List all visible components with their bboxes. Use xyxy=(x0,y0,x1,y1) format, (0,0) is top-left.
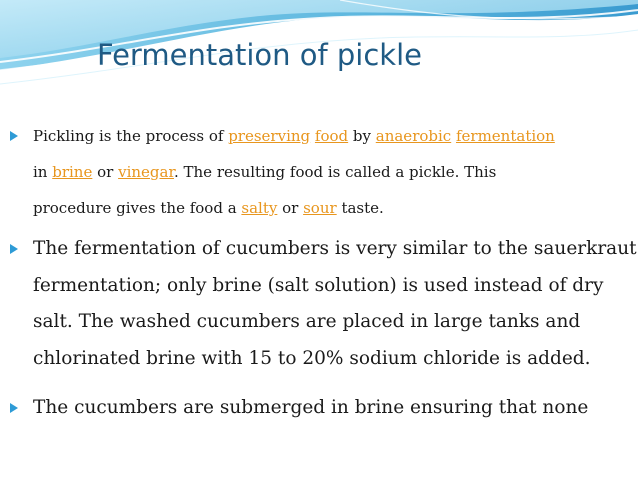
bullet-line xyxy=(33,118,626,154)
bullet-list xyxy=(0,118,638,427)
text-run: by xyxy=(348,127,376,145)
text-run: procedure gives the food a xyxy=(33,199,242,217)
bullet-item-pickling-definition xyxy=(0,118,638,226)
bullet-item-cucumber-fermentation xyxy=(0,231,638,377)
text-run: or xyxy=(277,199,304,217)
bullet-arrow-icon xyxy=(10,244,18,254)
text-run: or xyxy=(92,163,119,181)
text-run: Pickling is the process of xyxy=(33,127,229,145)
link-fermentation[interactable]: fermentation xyxy=(455,127,555,145)
link-salty[interactable]: salty xyxy=(241,199,278,217)
link-vinegar[interactable]: vinegar xyxy=(118,163,174,181)
bullet-line: fermentation; only brine (salt solution) is used instead of dry xyxy=(33,274,604,296)
bullet-line: salt. The washed cucumbers are placed in large tanks and xyxy=(33,311,581,332)
bullet-item-submerged xyxy=(0,390,638,427)
bullet-line: The fermentation of cucumbers is very similar to the sauerkraut xyxy=(33,238,637,259)
link-anaerobic[interactable]: anaerobic xyxy=(375,127,452,145)
bullet-line: The cucumbers are submerged in brine ensuring that none xyxy=(33,397,589,418)
link-sour[interactable]: sour xyxy=(303,199,337,217)
link-preserving[interactable]: preserving xyxy=(228,127,311,145)
text-run: . The resulting food is called a pickle. This xyxy=(173,163,497,181)
slide-title: Fermentation of pickle xyxy=(97,38,423,72)
link-food[interactable]: food xyxy=(314,127,349,145)
text-run: taste. xyxy=(336,199,384,217)
bullet-line xyxy=(33,154,626,190)
text-run: in xyxy=(33,163,53,181)
bullet-line: chlorinated brine with 15 to 20% sodium chloride is added. xyxy=(33,347,591,369)
bullet-arrow-icon xyxy=(10,403,18,413)
link-brine[interactable]: brine xyxy=(52,163,93,181)
bullet-line xyxy=(33,190,626,226)
bullet-arrow-icon xyxy=(10,131,18,141)
